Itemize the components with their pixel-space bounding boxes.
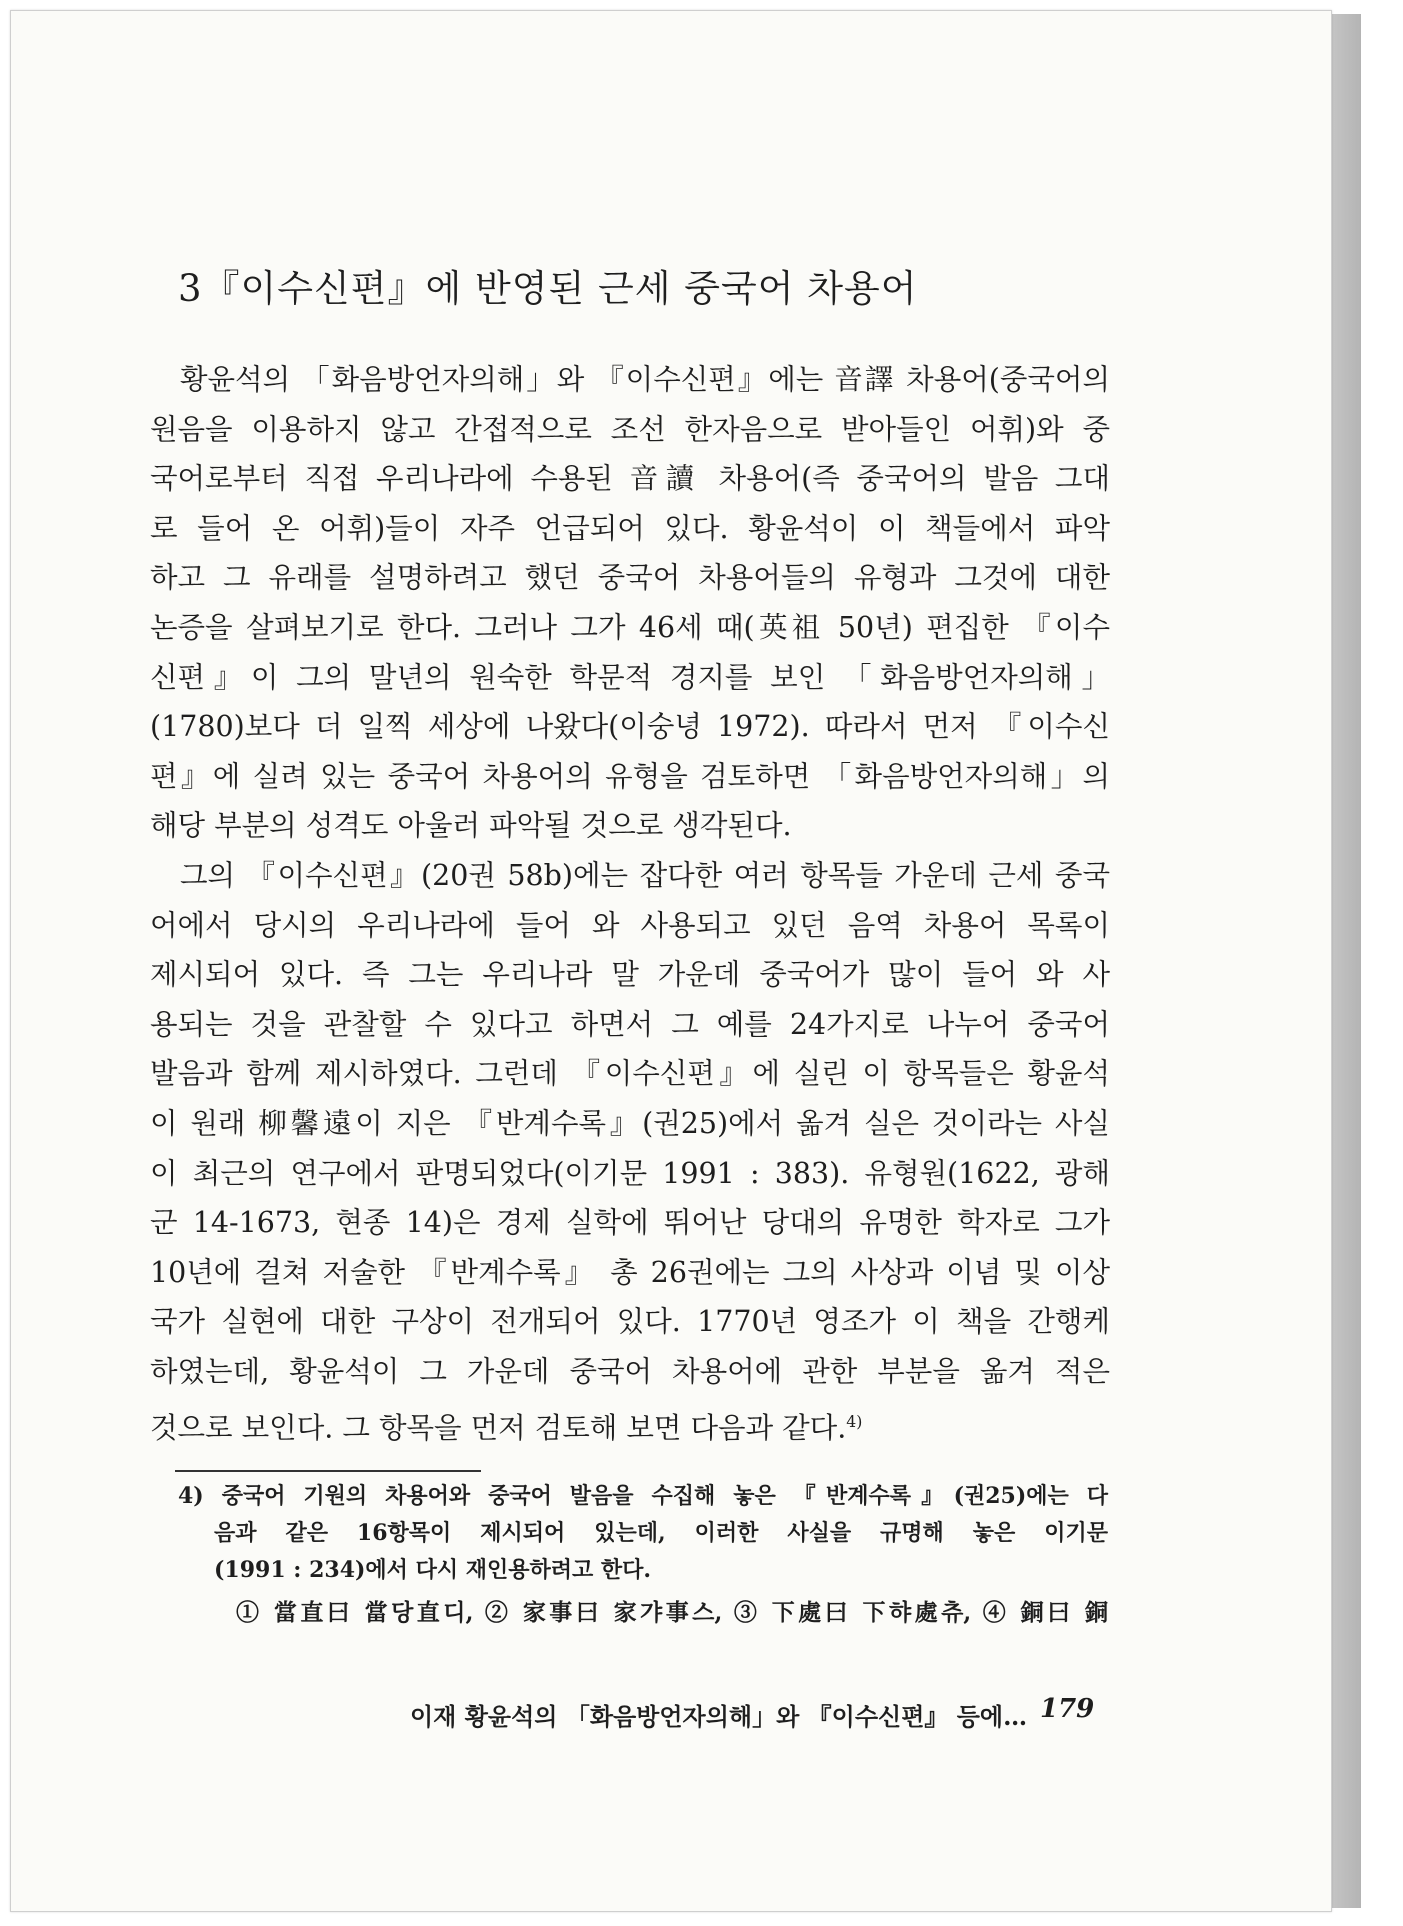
paragraph-line: 어에서 당시의 우리나라에 들어 와 사용되고 있던 음역 차용어 목록이 (150, 908, 1110, 942)
paragraph-line: 이 최근의 연구에서 판명되었다(이기문 1991 : 383). 유형원(1622, 광해 (150, 1156, 1110, 1190)
footnote-line (178, 1478, 1108, 1514)
paragraph-line: 편』에 실려 있는 중국어 차용어의 유형을 검토하면 「화음방언자의해」의 (150, 759, 1110, 793)
paragraph-line: 신편』이 그의 말년의 원숙한 학문적 경지를 보인 「화음방언자의해」 (150, 660, 1110, 694)
paragraph-line: 하고 그 유래를 설명하려고 했던 중국어 차용어들의 유형과 그것에 대한 (150, 561, 1110, 595)
paragraph-line: 로 들어 온 어휘)들이 자주 언급되어 있다. 황윤석이 이 책들에서 파악 (150, 511, 1110, 545)
paragraph-line: 국어로부터 직접 우리나라에 수용된 音讀 차용어(즉 중국어의 발음 그대 (150, 462, 1110, 496)
paragraph-line: 용되는 것을 관찰할 수 있다고 하면서 그 예를 24가지로 나누어 중국어 (150, 1007, 1110, 1041)
section-heading: 3『이수신편』에 반영된 근세 중국어 차용어 (178, 267, 918, 310)
paragraph-line: 것으로 보인다. 그 항목을 먼저 검토해 보면 다음과 같다.$^{4)}$ (150, 1411, 863, 1445)
paragraph-line: 하였는데, 황윤석이 그 가운데 중국어 차용어에 관한 부분을 옮겨 적은 (150, 1355, 1110, 1388)
footnote-line: (1991 : 234)에서 다시 재인용하려고 한다. (214, 1557, 652, 1583)
footnote-items: ① 當直曰 當당直디, ② 家事曰 家갸事스, ③ 下處曰 下햐處츄, ④ 銅曰 銅 (236, 1599, 1108, 1626)
footnote-number: 4) (178, 1483, 222, 1509)
footnote-divider (175, 1470, 481, 1472)
paragraph-line: 군 14-1673, 현종 14)은 경제 실학에 뛰어난 당대의 유명한 학자로 그가 (150, 1206, 1110, 1240)
paragraph-line: (1780)보다 더 일찍 세상에 나왔다(이숭녕 1972). 따라서 먼저 『이수신 (150, 710, 1110, 744)
paragraph-line: 이 원래 柳馨遠이 지은 『반계수록』(권25)에서 옮겨 실은 것이라는 사실 (150, 1107, 1110, 1140)
paragraph-line: 국가 실현에 대한 구상이 전개되어 있다. 1770년 영조가 이 책을 간행케 (150, 1305, 1110, 1339)
page-number: 179 (1040, 1694, 1095, 1724)
paragraph-line: 제시되어 있다. 즉 그는 우리나라 말 가운데 중국어가 많이 들어 와 사 (150, 958, 1110, 992)
paragraph-line: 10년에 걸쳐 저술한 『반계수록』 총 26권에는 그의 사상과 이념 및 이상 (150, 1255, 1110, 1289)
paragraph-line: 발음과 함께 제시하였다. 그런데 『이수신편』에 실린 이 항목들은 황윤석 (150, 1057, 1110, 1091)
paragraph-line: 그의 『이수신편』(20권 58b)에는 잡다한 여러 항목들 가운데 근세 중국 (180, 859, 1110, 892)
paragraph-line: 해당 부분의 성격도 아울러 파악될 것으로 생각된다. (150, 809, 792, 843)
footnote-reference: 4) (846, 1411, 863, 1431)
paragraph-line: 황윤석의 「화음방언자의해」와 『이수신편』에는 音譯 차용어(중국어의 (180, 363, 1110, 396)
paragraph-line: 논증을 살펴보기로 한다. 그러나 그가 46세 때(英祖 50년) 편집한 『이수 (150, 611, 1110, 644)
paragraph-line: 원음을 이용하지 않고 간접적으로 조선 한자음으로 받아들인 어휘)와 중 (150, 412, 1110, 446)
footnote-line: 음과 같은 16항목이 제시되어 있는데, 이러한 사실을 규명해 놓은 이기문 (214, 1520, 1108, 1546)
running-footer: 이재 황윤석의 「화음방언자의해」와 『이수신편』 등에… (410, 1702, 1028, 1731)
footnote-text: 중국어 기원의 차용어와 중국어 발음을 수집해 놓은 『반계수록』(권25)에는 다 (221, 1483, 1108, 1509)
